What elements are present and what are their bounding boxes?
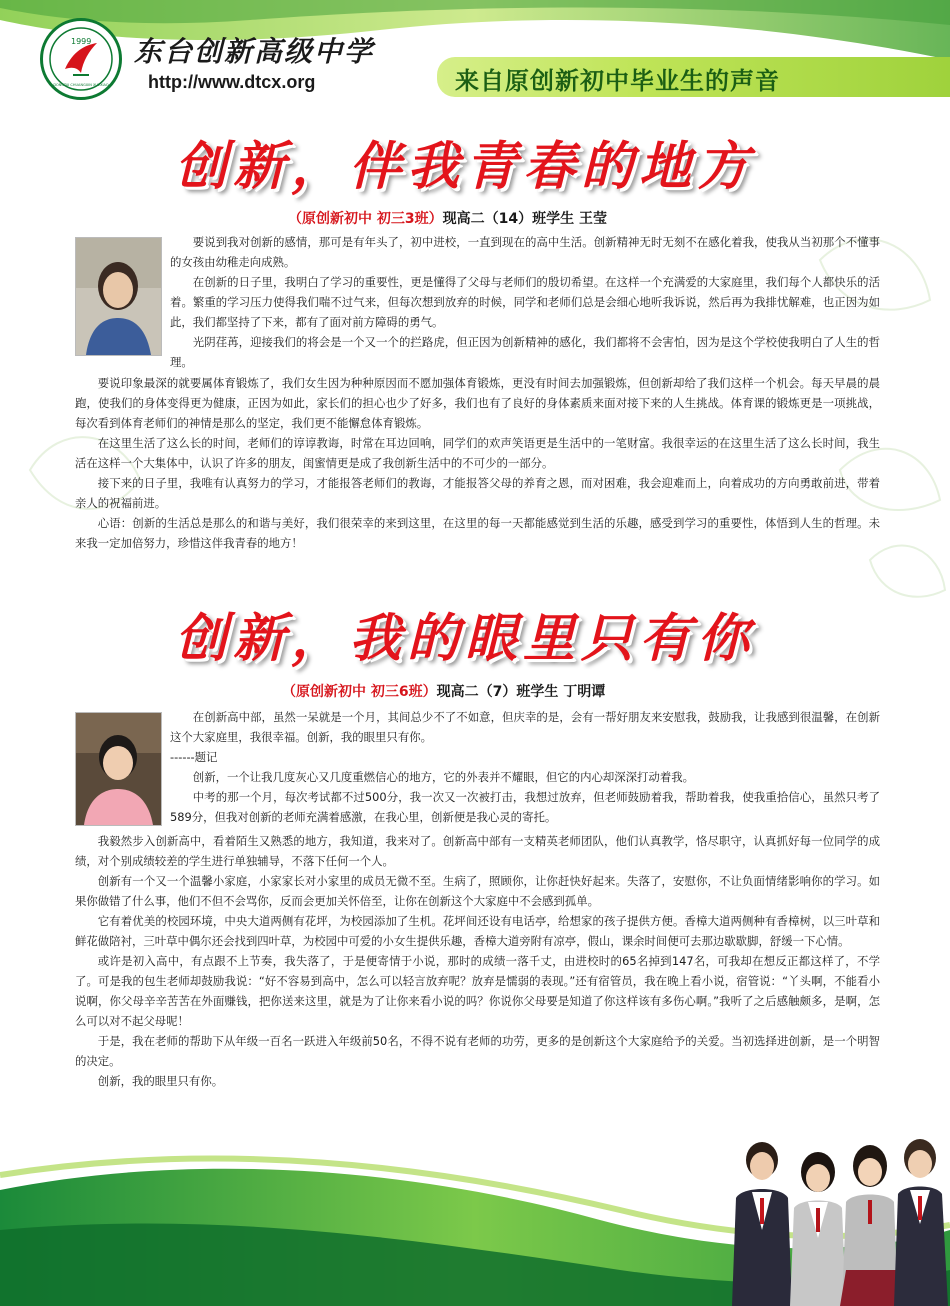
header-banner-text: 来自原创新初中毕业生的声音 — [455, 67, 780, 95]
emblem-year: 1999 — [71, 37, 92, 46]
emblem-arc-text: DONGTAI CHUANGXIN XUEXIAO — [53, 83, 109, 87]
article2-paragraph: 我毅然步入创新高中，看着陌生又熟悉的地方，我知道，我来对了。创新高中部有一支精英老师团队，他们认真教学，恪尽职守，认真抓好每一位同学的成绩，对个别成绩较差的学生进行单独辅导，不落下任何一个人。 — [75, 834, 880, 868]
article1-body-bottom — [75, 373, 880, 553]
school-emblem-icon — [40, 18, 122, 100]
article2-byline — [282, 681, 605, 701]
article2-author-photo — [75, 712, 162, 826]
article2-paragraph: 创新有一个又一个温馨小家庭，小家家长对小家里的成员无微不至。生病了，照顾你，让你赶快好起来。失落了，安慰你，不让负面情绪影响你的学习。如果你做错了什么事，他们不但不会骂你，反而会更加关怀倍至，让你在创新这个大家庭中不会感到孤单。 — [75, 874, 880, 908]
article1-paragraph: 接下来的日子里，我唯有认真努力的学习，才能报答老师们的教诲，才能报答父母的养育之恩，而对困难，我会迎难而上，向着成功的方向勇敢前进，带着亲人的祝福前进。 — [75, 476, 880, 510]
article2-byline-origin: （原创新初中 初三6班） — [282, 684, 437, 700]
article1-paragraph: 要说印象最深的就要属体育锻炼了，我们女生因为种种原因而不愿加强体育锻炼，更没有时间去加强锻炼，但创新却给了我们这样一个机会。每天早晨的晨跑，使我们的身体变得更为健康，正因为如此，家长们的担心也少了好多，我们也有了良好的身体素质来面对接下来的人生挑战。体育课的锻炼更是一项挑战，每次看到体育老师们的神情是那么的坚定，我们更不能懈怠体育锻炼。 — [75, 376, 880, 430]
article1-body-top — [170, 232, 880, 372]
article1-author-photo — [75, 237, 162, 356]
article1-paragraph: 光阴荏苒，迎接我们的将会是一个又一个的拦路虎，但正因为创新精神的感化，我们都将不会害怕，因为是这个学校使我明白了人生的哲理。 — [170, 335, 880, 369]
article1-title: 创新，伴我青春的地方 — [175, 137, 756, 197]
article2-byline-current: 现高二（7）班学生 丁明谭 — [436, 684, 606, 700]
article2-paragraph: 它有着优美的校园环境，中央大道两侧有花坪，为校园添加了生机。花坪间还设有电话亭，给想家的孩子提供方便。香樟大道两侧种有香樟树，以三叶草和鲜花做陪衬，三叶草中偶尔还会找到四叶草，为校园中可爱的小女生提供乐趣，香樟大道旁附有凉亭，假山，课余时间便可去那边歇歇脚，舒缓一下心情。 — [75, 914, 880, 948]
article2-intro: 在创新高中部，虽然一呆就是一个月，其间总少不了不如意，但庆幸的是，会有一帮好朋友来安慰我，鼓励我，让我感到很温馨，在创新这个大家庭里，我很幸福。创新，我的眼里只有你。 — [170, 710, 880, 744]
article2-signature: ------题记 — [170, 750, 218, 764]
article1-paragraph: 心语：创新的生活总是那么的和谐与美好，我们很荣幸的来到这里，在这里的每一天都能感觉到生活的乐趣，感受到学习的重要性，体悟到人生的哲理。未来我一定加倍努力，珍惜这伴我青春的地方！ — [75, 516, 880, 550]
article1-paragraph: 在这里生活了这么长的时间，老师们的谆谆教诲，时常在耳边回响，同学们的欢声笑语更是生活中的一笔财富。我很幸运的在这里生活了这么长时间，我生活在这样一个大集体中，认识了许多的朋友，闺蜜情更是成了我创新生活中的不可少的一部分。 — [75, 436, 880, 470]
article1-byline-origin: （原创新初中 初三3班） — [288, 211, 443, 227]
article1-byline-current: 现高二（14）班学生 王莹 — [442, 211, 607, 227]
article2-paragraph: 中考的那一个月，每次考试都不过500分，我一次又一次被打击，我想过放弃，但老师鼓励着我，帮助着我，使我重拾信心，虽然只考了589分，但我对创新的老师充满着感激，在我心里，创新便是我心灵的寄托。 — [170, 790, 880, 824]
school-name: 东台创新高级中学 — [134, 35, 375, 68]
article2-paragraph: 或许是初入高中，有点跟不上节奏，我失落了，于是便寄情于小说，那时的成绩一落千丈，由进校时的65名掉到147名，可我却在想反正都这样了，不学了。可是我的包生老师却鼓励我说：“好不容易到高中，怎么可以轻言放弃呢？放弃是懦弱的表现。”还有宿管员，我在晚上看小说，宿管说：“丫头啊，不能看小说啊，你父母辛辛苦苦在外面赚钱，把你送来这里，就是为了让你来看小说的吗？你说你父母要是知道了你这样该有多伤心啊。”我听了之后感触颇多，是啊，怎么可以对不起父母呢！ — [75, 954, 880, 1028]
article2-paragraph: 于是，我在老师的帮助下从年级一百名一跃进入年级前50名，不得不说有老师的功劳，更多的是创新这个大家庭给予的关爱。当初选择进创新，是一个明智的决定。 — [75, 1034, 880, 1068]
article1-byline — [288, 208, 607, 228]
article2-paragraph: 创新，我的眼里只有你。 — [97, 1074, 224, 1088]
article1-paragraph: 要说到我对创新的感情，那可是有年头了，初中进校，一直到现在的高中生活。创新精神无时无刻不在感化着我，使我从当初那个不懂事的女孩由幼稚走向成熟。 — [170, 235, 880, 269]
article1-paragraph: 在创新的日子里，我明白了学习的重要性，更是懂得了父母与老师们的殷切希望。在这样一个充满爱的大家庭里，我们每个人都快乐的活着。繁重的学习压力使得我们喘不过气来，但每次想到放弃的时候，同学和老师们总是会细心地听我诉说，然后再为我排忧解难，也正因为如此，我们都坚持了下来，都有了面对前方障碍的勇气。 — [170, 275, 880, 329]
article2-intro-block — [170, 707, 880, 827]
article2-paragraph: 创新，一个让我几度灰心又几度重燃信心的地方，它的外表并不耀眼，但它的内心却深深打动着我。 — [192, 770, 694, 784]
school-url[interactable]: http://www.dtcx.org — [148, 72, 316, 92]
article2-title: 创新，我的眼里只有你 — [175, 609, 756, 669]
article2-body — [75, 831, 880, 1091]
students-illustration — [722, 1120, 950, 1306]
